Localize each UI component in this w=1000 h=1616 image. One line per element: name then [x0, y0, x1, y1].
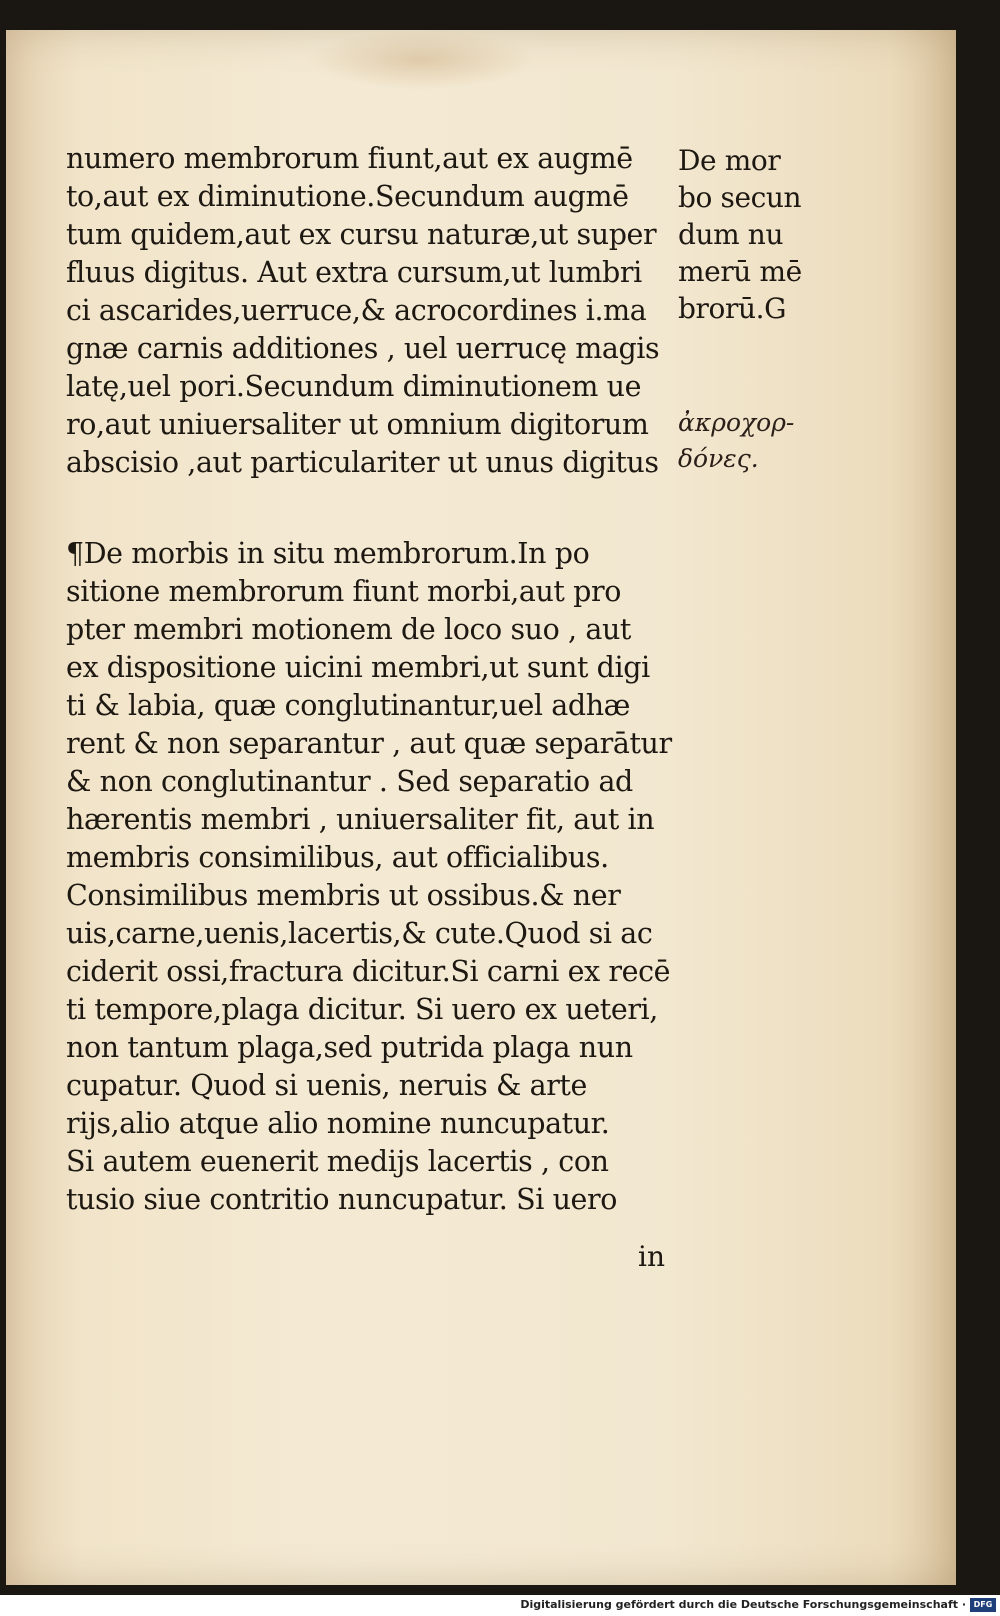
text-line: numero membrorum fiunt,aut ex augmē: [66, 142, 633, 175]
paragraph-2: [66, 535, 672, 1219]
greek-note-line: ἀκροχορ-: [678, 408, 795, 437]
marginal-note-line: bo secun: [678, 181, 802, 214]
text-line: ¶De morbis in situ membrorum.In po: [66, 537, 590, 570]
text-line: ro,aut uniuersaliter ut omnium digitorum: [66, 408, 649, 441]
text-line: non tantum plaga,sed putrida plaga nun: [66, 1031, 633, 1064]
marginal-note-line: dum nu: [678, 218, 784, 251]
text-line: Consimilibus membris ut ossibus.& ner: [66, 879, 621, 912]
text-line: ciderit ossi,fractura dicitur.Si carni ex recē: [66, 955, 671, 988]
text-line: tusio siue contritio nuncupatur. Si uero: [66, 1183, 617, 1216]
text-line: uis,carne,uenis,lacertis,& cute.Quod si ac: [66, 917, 653, 950]
text-line: ti tempore,plaga dicitur. Si uero ex ueteri,: [66, 993, 658, 1026]
text-line: ex dispositione uicini membri,ut sunt digi: [66, 651, 650, 684]
text-line: to,aut ex diminutione.Secundum augmē: [66, 180, 629, 213]
text-line: hærentis membri , uniuersaliter fit, aut in: [66, 803, 655, 836]
text-line: ti & labia, quæ conglutinantur,uel adhæ: [66, 689, 631, 722]
text-line: cupatur. Quod si uenis, neruis & arte: [66, 1069, 587, 1102]
text-line: tum quidem,aut ex cursu naturæ,ut super: [66, 218, 657, 251]
text-line: rijs,alio atque alio nomine nuncupatur.: [66, 1107, 610, 1140]
book-page: [6, 30, 956, 1585]
greek-marginal-note: [678, 405, 794, 477]
text-line: pter membri motionem de loco suo , aut: [66, 613, 631, 646]
text-line: ci ascarides,uerruce,& acrocordines i.ma: [66, 294, 647, 327]
text-line: Si autem euenerit medijs lacertis , con: [66, 1145, 609, 1178]
catchword: in: [638, 1240, 665, 1273]
marginal-note-line: De mor: [678, 144, 781, 177]
funding-credit: Digitalisierung gefördert durch die Deutsche Forschungsgemeinschaft ·: [520, 1598, 966, 1611]
text-line: membris consimilibus, aut officialibus.: [66, 841, 609, 874]
dfg-logo: DFG: [970, 1598, 996, 1612]
text-line: & non conglutinantur . Sed separatio ad: [66, 765, 633, 798]
greek-note-line: δόνες.: [678, 444, 759, 473]
text-line: abscisio ,aut particulariter ut unus digitus: [66, 446, 659, 479]
marginal-note-line: brorū.G: [678, 292, 787, 325]
text-line: fluus digitus. Aut extra cursum,ut lumbri: [66, 256, 642, 289]
text-line: latę,uel pori.Secundum diminutionem ue: [66, 370, 642, 403]
text-line: sitione membrorum fiunt morbi,aut pro: [66, 575, 621, 608]
text-line: rent & non separantur , aut quæ separātur: [66, 727, 672, 760]
marginal-note-line: merū mē: [678, 255, 802, 288]
paragraph-1: [66, 140, 666, 482]
marginal-note: [678, 142, 858, 327]
text-line: gnæ carnis additiones , uel uerrucę magis: [66, 332, 660, 365]
